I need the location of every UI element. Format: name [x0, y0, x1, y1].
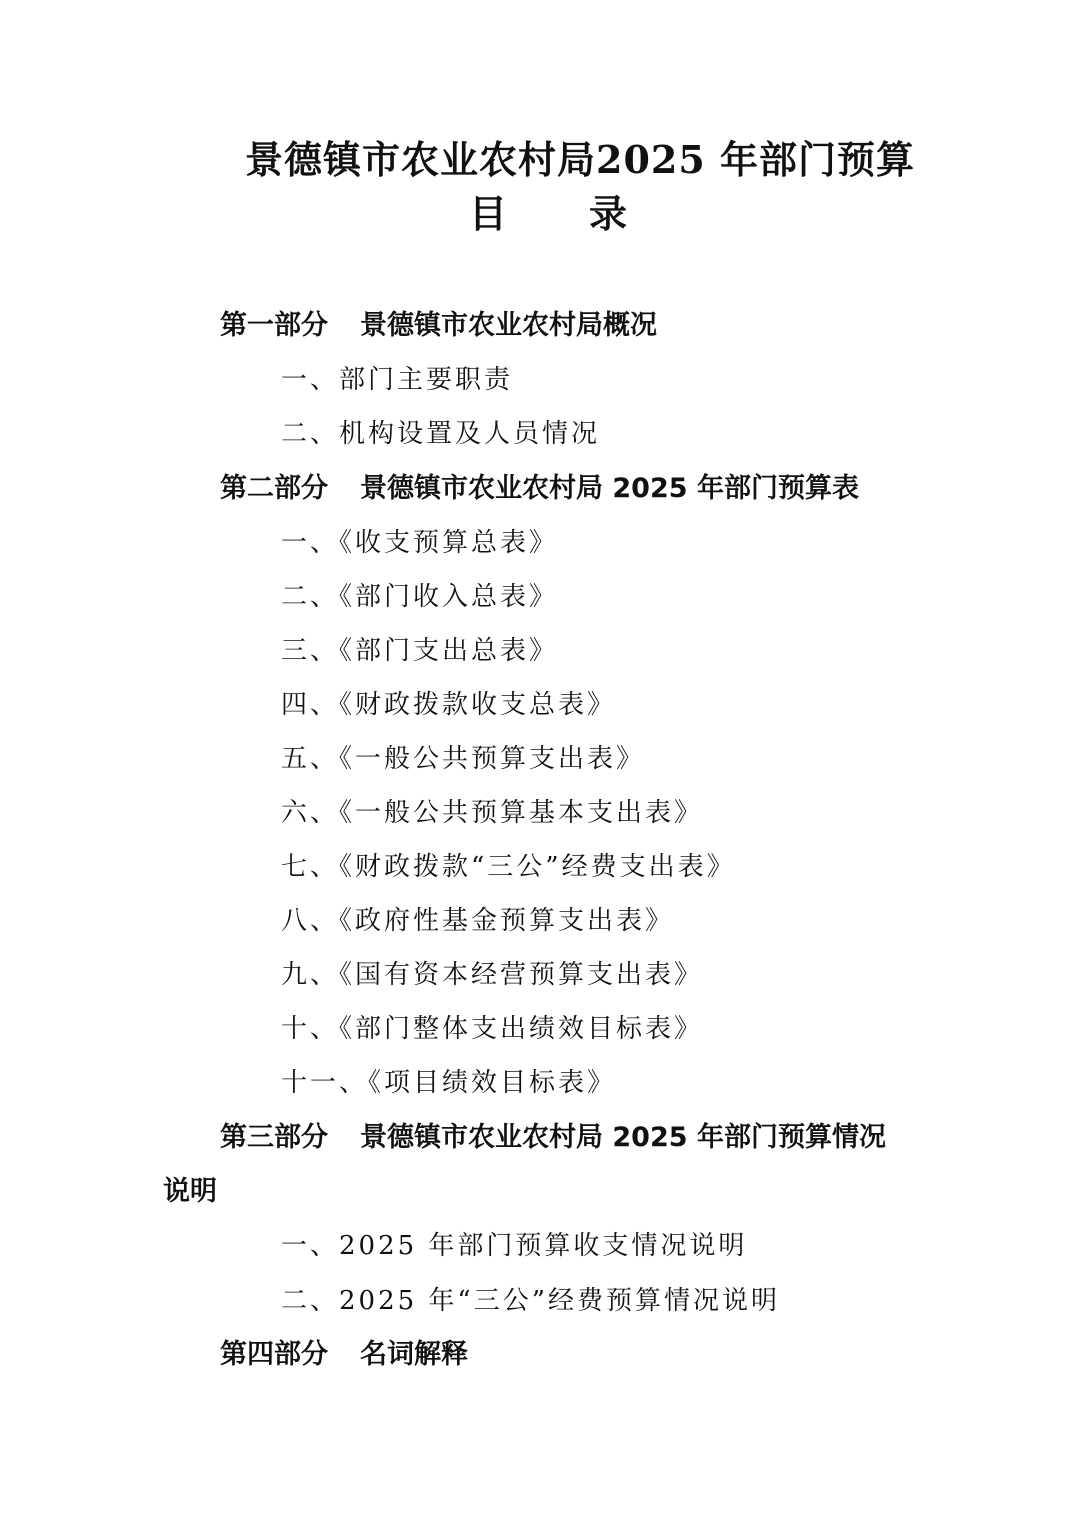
section-number: 第三部分 — [220, 1122, 328, 1153]
section-number: 第一部分 — [220, 310, 328, 341]
toc-item: 十一、《项目绩效目标表》 — [281, 1068, 617, 1098]
section-title: 景德镇市农业农村局概况 — [360, 310, 657, 341]
toc-item: 九、《国有资本经营预算支出表》 — [281, 960, 704, 990]
section-title: 景德镇市农业农村局 2025 年部门预算表 — [360, 473, 859, 504]
toc-item: 四、《财政拨款收支总表》 — [281, 690, 617, 720]
toc-item: 二、2025 年“三公”经费预算情况说明 — [281, 1286, 781, 1316]
toc-item: 二、机构设置及人员情况 — [281, 419, 601, 449]
toc-item: 十、《部门整体支出绩效目标表》 — [281, 1014, 704, 1044]
toc-item: 二、《部门收入总表》 — [281, 582, 559, 612]
toc-item: 六、《一般公共预算基本支出表》 — [281, 798, 704, 828]
section-title: 景德镇市农业农村局 2025 年部门预算情况 — [360, 1122, 886, 1153]
toc-heading-right: 录 — [589, 191, 628, 236]
toc-item: 七、《财政拨款“三公”经费支出表》 — [281, 852, 736, 882]
toc-item: 三、《部门支出总表》 — [281, 636, 559, 666]
toc-item: 八、《政府性基金预算支出表》 — [281, 906, 675, 936]
section-1-heading — [220, 309, 657, 343]
section-title: 名词解释 — [360, 1339, 468, 1370]
section-3-title-continuation: 说明 — [163, 1176, 217, 1207]
toc-item: 一、《收支预算总表》 — [281, 528, 559, 558]
section-3-heading — [220, 1121, 886, 1155]
toc-item: 五、《一般公共预算支出表》 — [281, 744, 646, 774]
document-title: 景德镇市农业农村局2025 年部门预算 — [245, 137, 915, 182]
section-number: 第四部分 — [220, 1339, 328, 1370]
toc-item: 一、2025 年部门预算收支情况说明 — [281, 1231, 748, 1261]
section-number: 第二部分 — [220, 473, 328, 504]
toc-item: 一、部门主要职责 — [281, 365, 514, 395]
toc-heading-left: 目 — [469, 191, 508, 236]
section-4-heading — [220, 1338, 468, 1372]
section-2-heading — [220, 472, 859, 506]
